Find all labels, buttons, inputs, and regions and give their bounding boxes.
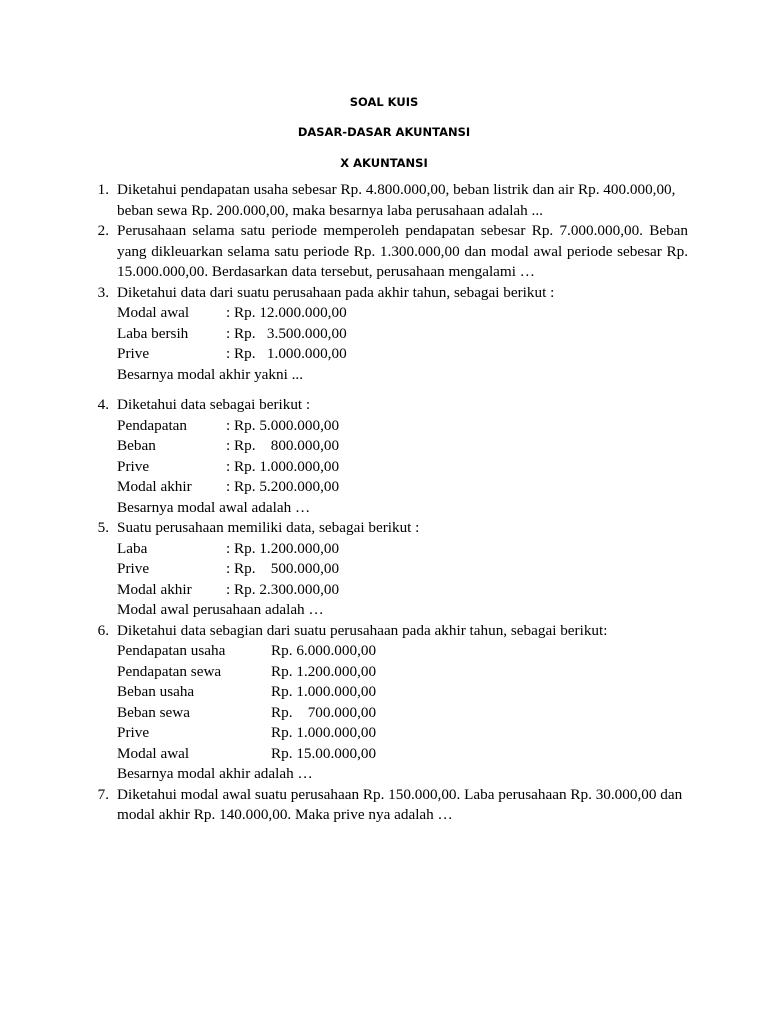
- question-intro: Diketahui data sebagian dari suatu perusahaan pada akhir tahun, sebagai berikut:: [117, 621, 608, 639]
- data-row: [117, 324, 688, 345]
- data-label: Prive: [117, 724, 150, 741]
- question-3: [0, 283, 768, 386]
- data-value: Rp. 1.200.000,00: [271, 662, 377, 680]
- data-row: [117, 641, 688, 662]
- question-closing: Besarnya modal akhir yakni ...: [117, 365, 303, 383]
- data-label: Modal awal: [117, 744, 190, 762]
- question-number: 4.: [97, 396, 109, 413]
- data-label: Laba: [117, 539, 148, 557]
- data-row: [117, 580, 688, 601]
- title-class: X AKUNTANSI: [340, 156, 428, 170]
- data-label: Pendapatan sewa: [117, 662, 222, 680]
- data-label: Prive: [117, 345, 150, 362]
- data-label: Modal awal: [117, 304, 190, 321]
- data-row: [117, 457, 688, 478]
- data-value: Rp. 15.00.000,00: [271, 744, 377, 762]
- data-label: Beban usaha: [117, 683, 195, 700]
- data-label: Beban: [117, 437, 156, 454]
- data-value: : Rp. 1.000.000,00: [226, 345, 347, 362]
- data-row: [117, 477, 688, 498]
- data-value: : Rp. 500.000,00: [226, 560, 340, 577]
- question-closing: Modal awal perusahaan adalah …: [117, 601, 324, 618]
- data-value: Rp. 1.000.000,00: [271, 724, 377, 741]
- question-text: Diketahui pendapatan usaha sebesar Rp. 4.800.000,00, beban listrik dan air Rp. 400.000,00, beban sewa Rp. 200.000,00, maka besarnya laba perusahaan adalah ...: [117, 181, 676, 219]
- data-value: : Rp. 2.300.000,00: [226, 580, 340, 598]
- data-value: Rp. 1.000.000,00: [271, 683, 377, 700]
- question-number: 1.: [97, 181, 109, 198]
- data-value: : Rp. 3.500.000,00: [226, 324, 347, 342]
- data-label: Prive: [117, 457, 150, 475]
- data-label: Laba bersih: [117, 324, 189, 342]
- data-label: Modal akhir: [117, 580, 192, 598]
- data-row: [117, 559, 688, 580]
- title-soal-kuis: SOAL KUIS: [349, 95, 419, 109]
- question-closing: Besarnya modal awal adalah …: [117, 498, 311, 516]
- question-number: 3.: [97, 283, 109, 301]
- data-value: Rp. 700.000,00: [271, 703, 377, 721]
- question-5: [0, 518, 768, 621]
- question-number: 2.: [97, 222, 109, 239]
- data-value: : Rp. 1.000.000,00: [226, 457, 340, 475]
- data-label: Pendapatan: [117, 416, 188, 434]
- data-label: Prive: [117, 560, 150, 577]
- data-row: [117, 344, 688, 365]
- title-subject: DASAR-DASAR AKUNTANSI: [297, 125, 471, 139]
- question-number: 5.: [97, 519, 109, 536]
- question-7: [0, 785, 768, 826]
- question-intro: Diketahui data dari suatu perusahaan pada akhir tahun, sebagai berikut :: [117, 283, 555, 301]
- data-row: [117, 723, 688, 744]
- data-row: [117, 416, 688, 437]
- question-text: Diketahui modal awal suatu perusahaan Rp. 150.000,00. Laba perusahaan Rp. 30.000,00 dan modal akhir Rp. 140.000,00. Maka prive nya adalah …: [117, 785, 683, 823]
- data-row: [117, 539, 688, 560]
- data-row: [117, 703, 688, 724]
- data-value: : Rp. 5.200.000,00: [226, 478, 340, 495]
- data-value: Rp. 6.000.000,00: [271, 642, 377, 659]
- question-1: [0, 180, 768, 221]
- data-row: [117, 682, 688, 703]
- question-intro: Diketahui data sebagai berikut :: [117, 396, 311, 413]
- question-2: [0, 221, 768, 283]
- question-number: 7.: [97, 785, 109, 803]
- data-value: : Rp. 5.000.000,00: [226, 416, 340, 434]
- question-closing: Besarnya modal akhir adalah …: [117, 765, 313, 782]
- data-row: [117, 436, 688, 457]
- question-number: 6.: [97, 621, 109, 639]
- question-6: [0, 621, 768, 785]
- question-intro: Suatu perusahaan memiliki data, sebagai berikut :: [117, 519, 420, 536]
- data-row: [117, 662, 688, 683]
- data-value: : Rp. 12.000.000,00: [226, 304, 347, 321]
- question-4: [0, 395, 768, 518]
- question-text: Perusahaan selama satu periode memperoleh pendapatan sebesar Rp. 7.000.000,00. Beban yang dikleuarkan selama satu periode Rp. 1.300.000,00 dan modal awal periode sebesar Rp. 15.000.000,00. Berdasarkan data tersebut, perusahaan mengalami …: [117, 222, 688, 280]
- data-label: Pendapatan usaha: [117, 642, 226, 659]
- data-value: : Rp. 800.000,00: [226, 437, 340, 454]
- data-row: [117, 744, 688, 765]
- data-label: Modal akhir: [117, 478, 192, 495]
- data-label: Beban sewa: [117, 703, 190, 721]
- question-list: [0, 180, 768, 826]
- data-value: : Rp. 1.200.000,00: [226, 539, 340, 557]
- data-row: [117, 303, 688, 324]
